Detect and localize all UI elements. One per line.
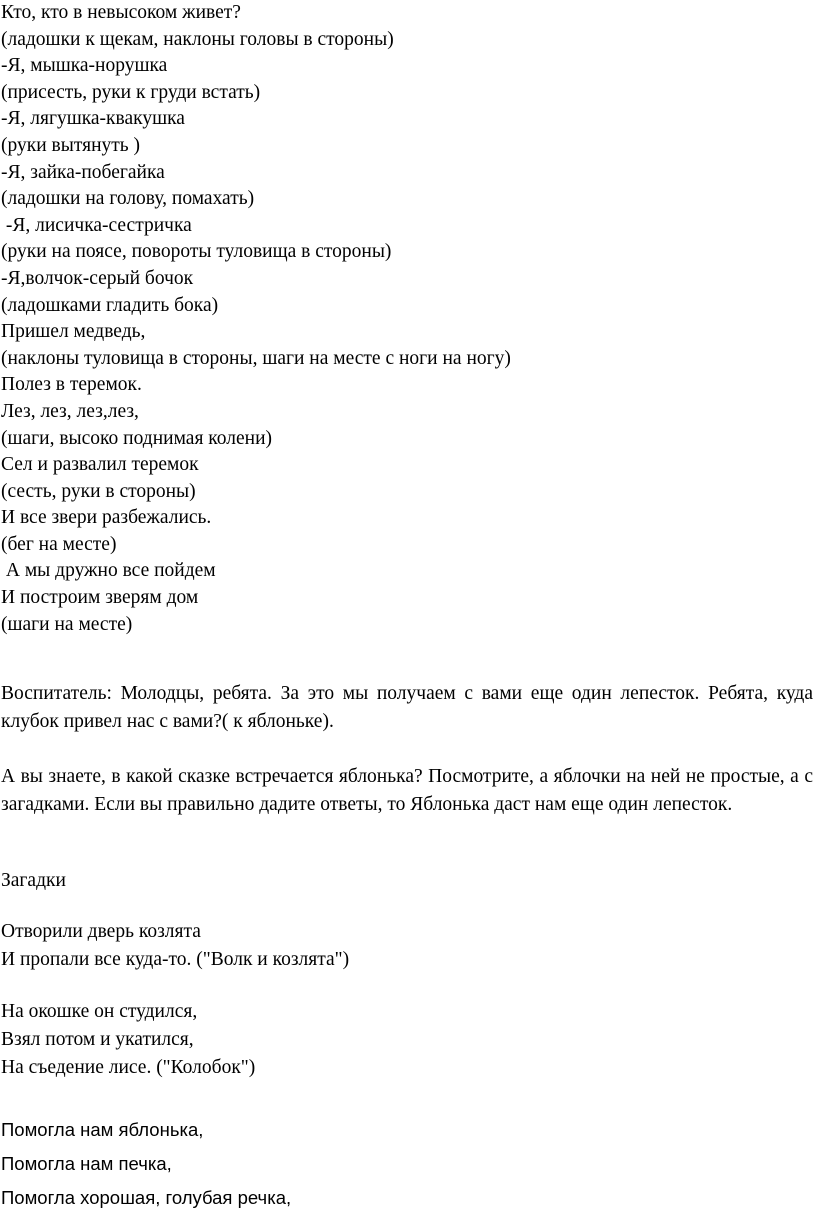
poem-line: И построим зверям дом: [1, 587, 199, 609]
closing-verse: [1, 1113, 813, 1215]
poem-line: (шаги на месте): [1, 613, 133, 635]
poem-line: (присесть, руки к груди встать): [1, 81, 261, 103]
poem-line: (наклоны туловища в стороны, шаги на месте с ноги на ногу): [1, 347, 511, 369]
poem-line: (ладошками гладить бока): [1, 294, 219, 316]
educator-paragraph: Воспитатель: Молодцы, ребята. За это мы получаем с вами еще один лепесток. Ребята, куда клубок привел нас с вами?( к яблоньке).: [1, 683, 813, 732]
poem-line: -Я, лягушка-квакушка: [1, 108, 185, 130]
poem-line: -Я, лисичка-сестричка: [1, 214, 192, 236]
poem-line: (сесть, руки в стороны): [1, 480, 196, 502]
poem-line: Лез, лез, лез,лез,: [1, 400, 139, 422]
closing-line: Помогла нам печка,: [1, 1153, 172, 1174]
poem-line: Пришел медведь,: [1, 321, 146, 343]
poem-line: (бег на месте): [1, 533, 117, 555]
poem-line: (руки вытянуть ): [1, 134, 141, 156]
closing-line: Помогла нам яблонька,: [1, 1119, 204, 1140]
riddle-wolf-and-kids: [1, 918, 813, 974]
poem-line: И все звери разбежались.: [1, 507, 212, 529]
riddle-line: На окошке он студился,: [1, 1001, 198, 1022]
poem-line: -Я,волчок-серый бочок: [1, 267, 194, 289]
apple-tree-paragraph: А вы знаете, в какой сказке встречается яблонька? Посмотрите, а яблочки на ней не простые, а с загадками. Если вы правильно дадите ответы, то Яблонька даст нам еще один лепесток.: [1, 766, 813, 815]
closing-line: Помогла хорошая, голубая речка,: [1, 1187, 292, 1208]
poem-line: Сел и развалил теремок: [1, 454, 199, 476]
poem-line: Кто, кто в невысоком живет?: [1, 2, 241, 23]
poem-line: -Я, мышка-норушка: [1, 55, 168, 77]
poem-block: [1, 0, 813, 638]
poem-line: Полез в теремок.: [1, 374, 142, 396]
poem-line: А мы дружно все пойдем: [1, 560, 216, 582]
poem-line: (шаги, высоко поднимая колени): [1, 427, 273, 449]
poem-line: -Я, зайка-побегайка: [1, 161, 165, 183]
poem-line: (ладошки к щекам, наклоны головы в стороны): [1, 28, 394, 50]
poem-line: (руки на поясе, повороты туловища в стороны): [1, 241, 392, 263]
riddle-line: Взял потом и укатился,: [1, 1029, 194, 1050]
riddle-kolobok: [1, 998, 813, 1082]
riddle-line: На съедение лисе. ("Колобок"): [1, 1057, 256, 1078]
riddle-line: Отворили дверь козлята: [1, 921, 201, 942]
riddles-heading: Загадки: [1, 870, 66, 891]
riddle-line: И пропали все куда-то. ("Волк и козлята"): [1, 949, 350, 970]
poem-line: (ладошки на голову, помахать): [1, 188, 255, 210]
